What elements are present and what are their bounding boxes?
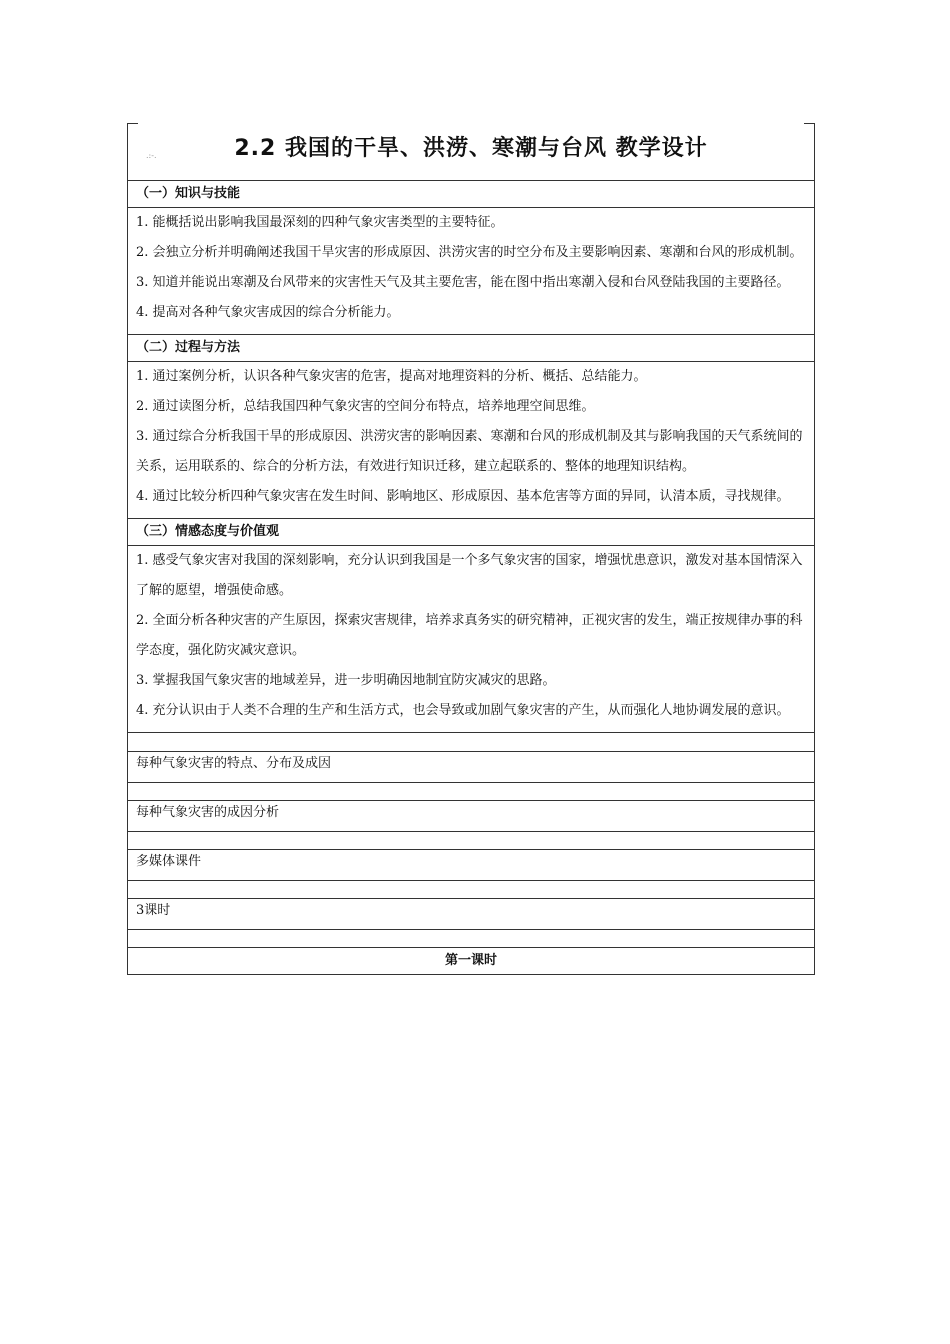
- lesson-plan-sheet: [127, 123, 815, 975]
- first-lesson-heading: 第一课时: [128, 948, 815, 975]
- list-item: 2. 全面分析各种灾害的产生原因，探索灾害规律，培养求真务实的研究精神，正视灾害的发生，端正按规律办事的科学态度，强化防灾减灾意识。: [136, 613, 803, 658]
- section-body: [128, 362, 815, 519]
- list-item: 4. 通过比较分析四种气象灾害在发生时间、影响地区、形成原因、基本危害等方面的异同，认清本质，寻找规律。: [136, 489, 790, 504]
- list-item: 3. 知道并能说出寒潮及台风带来的灾害性天气及其主要危害，能在图中指出寒潮入侵和台风登陆我国的主要路径。: [136, 275, 790, 290]
- page-title: 2.2 我国的干旱、洪涝、寒潮与台风 教学设计: [234, 136, 708, 161]
- section-body: [128, 546, 815, 733]
- empty-row: [128, 832, 815, 850]
- list-item: 3. 通过综合分析我国干旱的形成原因、洪涝灾害的影响因素、寒潮和台风的形成机制及其与影响我国的天气系统间的关系，运用联系的、综合的分析方法，有效进行知识迁移，建立起联系的、整体的地理知识结构。: [136, 429, 803, 474]
- title-row: [127, 123, 815, 180]
- list-item: 2. 通过读图分析，总结我国四种气象灾害的空间分布特点，培养地理空间思维。: [136, 399, 595, 414]
- class-hours-cell: 3课时: [128, 899, 815, 930]
- section-heading: （二）过程与方法: [128, 335, 815, 362]
- empty-row: [128, 881, 815, 899]
- empty-row: [128, 930, 815, 948]
- list-item: 1. 通过案例分析，认识各种气象灾害的危害，提高对地理资料的分析、概括、总结能力。: [136, 369, 647, 384]
- section-heading: （三）情感态度与价值观: [128, 519, 815, 546]
- list-item: 1. 能概括说出影响我国最深刻的四种气象灾害类型的主要特征。: [136, 215, 504, 230]
- list-item: 3. 掌握我国气象灾害的地域差异，进一步明确因地制宜防灾减灾的思路。: [136, 673, 556, 688]
- key-points-cell: 每种气象灾害的特点、分布及成因: [128, 752, 815, 783]
- empty-row: [128, 733, 815, 752]
- section-heading: （一）知识与技能: [128, 181, 815, 208]
- plan-table: [127, 180, 815, 975]
- scan-mark: .:‑.: [146, 151, 157, 160]
- list-item: 2. 会独立分析并明确阐述我国干旱灾害的形成原因、洪涝灾害的时空分布及主要影响因素、寒潮和台风的形成机制。: [136, 245, 803, 260]
- list-item: 4. 充分认识由于人类不合理的生产和生活方式，也会导致或加剧气象灾害的产生，从而强化人地协调发展的意识。: [136, 703, 790, 718]
- teaching-aids-cell: 多媒体课件: [128, 850, 815, 881]
- section-body: [128, 208, 815, 335]
- difficult-points-cell: 每种气象灾害的成因分析: [128, 801, 815, 832]
- empty-row: [128, 783, 815, 801]
- list-item: 1. 感受气象灾害对我国的深刻影响，充分认识到我国是一个多气象灾害的国家，增强忧患意识，激发对基本国情深入了解的愿望，增强使命感。: [136, 553, 803, 598]
- list-item: 4. 提高对各种气象灾害成因的综合分析能力。: [136, 305, 400, 320]
